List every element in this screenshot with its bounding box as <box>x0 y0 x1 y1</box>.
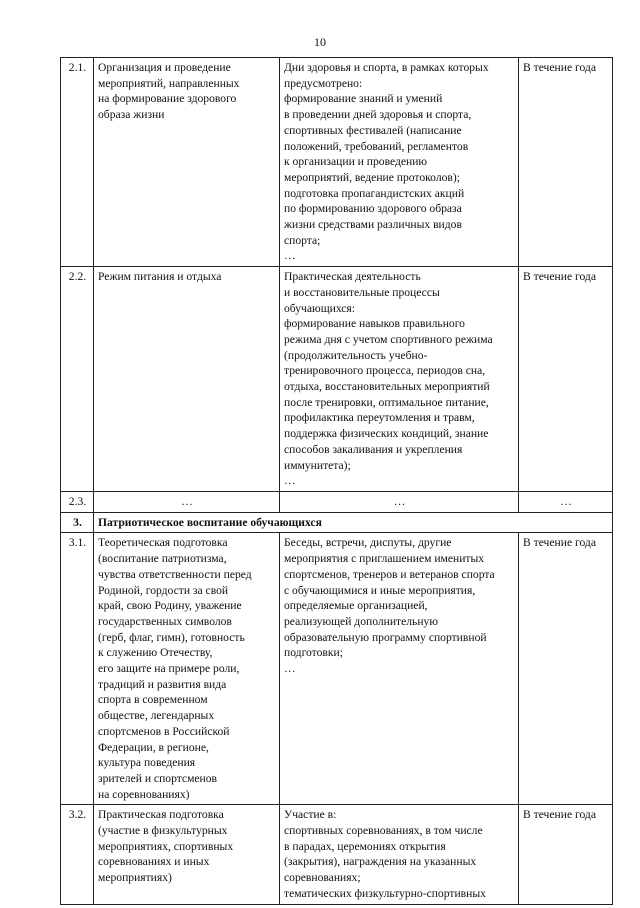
table-row <box>61 491 613 512</box>
table-row <box>61 267 613 492</box>
row-number: 2.2. <box>61 267 94 492</box>
activity-term: В течение года <box>519 58 613 267</box>
activity-title: Практическая подготовка (участие в физкультурных мероприятиях, спортивных соревнованиях и иных мероприятиях) <box>94 805 280 904</box>
activities-table <box>60 57 613 905</box>
activity-content: Участие в: спортивных соревнованиях, в том числе в парадах, церемониях открытия (закрытия), награждения на указанных соревнованиях; тематических физкультурно-спортивных <box>280 805 519 904</box>
table-row <box>61 533 613 805</box>
row-number: 2.3. <box>61 491 94 512</box>
table-row <box>61 805 613 904</box>
row-number: 2.1. <box>61 58 94 267</box>
activity-term: В течение года <box>519 267 613 492</box>
activity-content: Беседы, встречи, диспуты, другие мероприятия с приглашением именитых спортсменов, тренеров и ветеранов спорта с обучающимися и иные мероприятия, определяемые организацией, реализующей дополнительную образовательную программу спортивной подготовки; … <box>280 533 519 805</box>
activity-title: … <box>94 491 280 512</box>
table-row <box>61 58 613 267</box>
activity-term: В течение года <box>519 805 613 904</box>
activity-content: Практическая деятельность и восстановительные процессы обучающихся: формирование навыков правильного режима дня с учетом спортивного режима (продолжительность учебно- тренировочного процесса, периодов сна, отдыха, восстановительных мероприятий после тренировки, оптимальное питание, профилактика переутомления и травм, поддержка физических кондиций, знание способов закаливания и укрепления иммунитета); … <box>280 267 519 492</box>
activity-term: … <box>519 491 613 512</box>
section-title: Патриотическое воспитание обучающихся <box>94 512 613 533</box>
activity-content: … <box>280 491 519 512</box>
row-number: 3.1. <box>61 533 94 805</box>
activity-title: Режим питания и отдыха <box>94 267 280 492</box>
activity-content: Дни здоровья и спорта, в рамках которых предусмотрено: формирование знаний и умений в проведении дней здоровья и спорта, спортивных фестивалей (написание положений, требований, регламентов к организации и проведению мероприятий, ведение протоколов); подготовка пропагандистских акций по формированию здорового образа жизни средствами различных видов спорта; … <box>280 58 519 267</box>
activity-title: Организация и проведение мероприятий, направленных на формирование здорового образа жизни <box>94 58 280 267</box>
activity-title: Теоретическая подготовка (воспитание патриотизма, чувства ответственности перед Родиной, гордости за свой край, свою Родину, уважение государственных символов (герб, флаг, гимн), готовность к служению Отечеству, его защите на примере роли, традиций и развития вида спорта в современном обществе, легендарных спортсменов в Российской Федерации, в регионе, культура поведения зрителей и спортсменов на соревнованиях) <box>94 533 280 805</box>
section-number: 3. <box>61 512 94 533</box>
activity-term: В течение года <box>519 533 613 805</box>
row-number: 3.2. <box>61 805 94 904</box>
section-row <box>61 512 613 533</box>
page-number: 10 <box>314 35 326 49</box>
